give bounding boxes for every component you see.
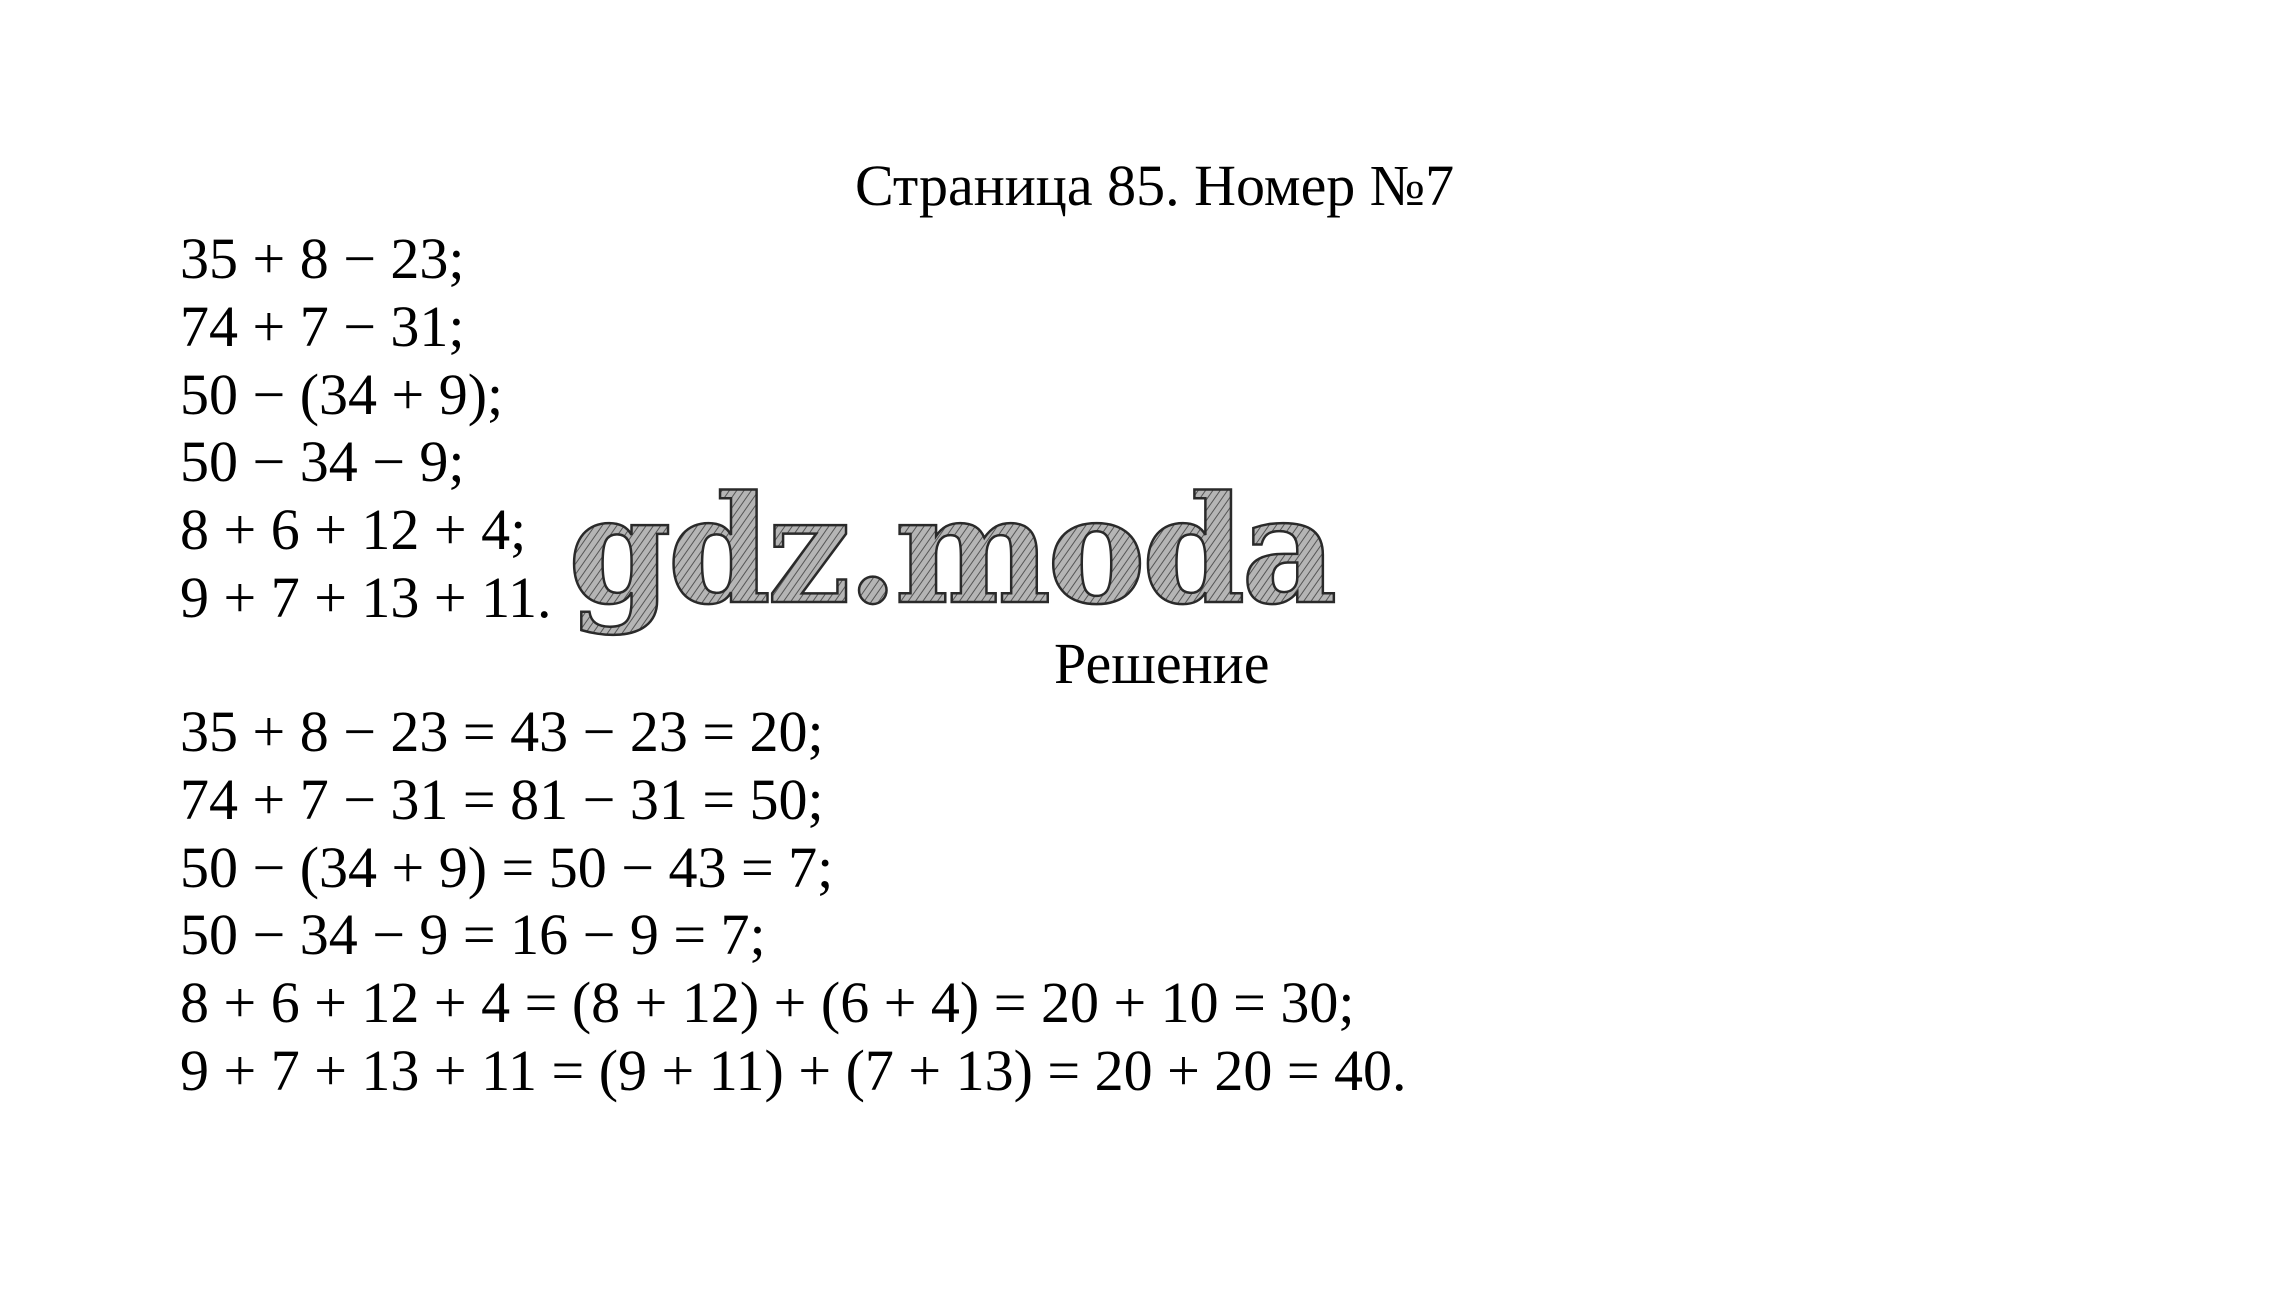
page-title: Страница 85. Номер №7 (855, 153, 1455, 218)
watermark-text: gdz.moda (568, 463, 1334, 637)
task-line: 50 − (34 + 9); (180, 361, 504, 427)
solution-line: 35 + 8 − 23 = 43 − 23 = 20; (180, 699, 824, 764)
solution-list (180, 698, 1407, 1105)
solution-line: 50 − (34 + 9) = 50 − 43 = 7; (180, 834, 834, 900)
solution-line: 74 + 7 − 31 = 81 − 31 = 50; (180, 766, 824, 832)
task-line: 8 + 6 + 12 + 4; (180, 497, 527, 563)
solution-line: 9 + 7 + 13 + 11 = (9 + 11) + (7 + 13) = 20 + 20 = 40. (180, 1037, 1407, 1103)
watermark-logo (560, 463, 1334, 650)
task-line: 9 + 7 + 13 + 11. (180, 564, 552, 630)
solution-heading: Решение (1054, 631, 1270, 696)
task-line: 50 − 34 − 9; (180, 429, 465, 495)
task-line: 35 + 8 − 23; (180, 226, 465, 291)
solution-line: 50 − 34 − 9 = 16 − 9 = 7; (180, 902, 766, 968)
solution-line: 8 + 6 + 12 + 4 = (8 + 12) + (6 + 4) = 20 + 10 = 30; (180, 970, 1355, 1036)
task-list (180, 225, 551, 632)
task-line: 74 + 7 − 31; (180, 293, 465, 359)
